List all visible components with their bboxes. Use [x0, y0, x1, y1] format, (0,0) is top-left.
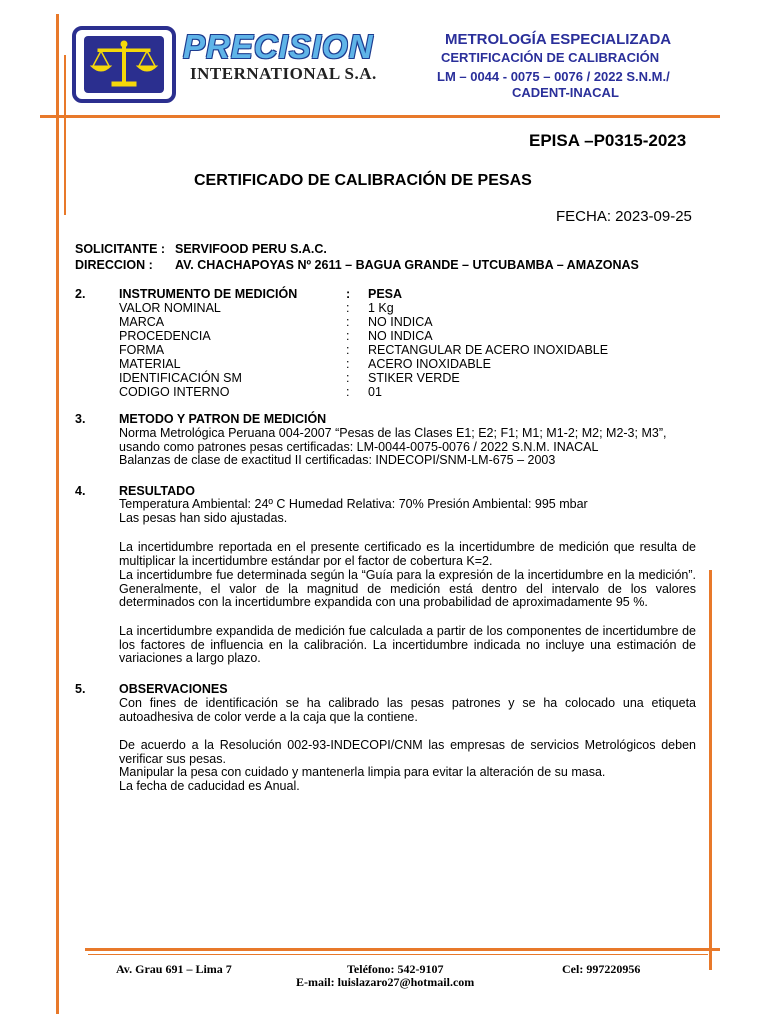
- row-value: NO INDICA: [368, 315, 433, 329]
- section-5-paragraph-3: Manipular la pesa con cuidado y mantenerla limpia para evitar la alteración de su masa.: [119, 765, 606, 779]
- section-4-paragraph-1: La incertidumbre reportada en el presente certificado es la incertidumbre de medición que resulta de multiplicar la incertidumbre estándar por el factor de cobertura K=2.: [119, 540, 696, 568]
- direccion-row: [75, 258, 639, 272]
- section-3-body: [119, 427, 696, 468]
- row-colon: :: [346, 315, 350, 329]
- row-colon: :: [346, 357, 350, 371]
- solicitante-row: [75, 242, 327, 256]
- certificate-code: EPISA –P0315-2023: [529, 131, 687, 150]
- frame-left-line: [56, 14, 59, 1014]
- section-5-paragraph-2: De acuerdo a la Resolución 002-93-INDECOPI/CNM las empresas de servicios Metrológicos deben verificar sus pesas.: [119, 738, 696, 766]
- section-3-line-3: Balanzas de clase de exactitud II certificadas: INDECOPI/SNM-LM-675 – 2003: [119, 453, 556, 468]
- direccion-label: DIRECCION :: [75, 258, 153, 272]
- frame-left-line-inner: [64, 55, 66, 215]
- row-colon: :: [346, 329, 350, 343]
- logo: [72, 26, 176, 103]
- section-4-paragraph-3: La incertidumbre expandida de medición fue calculada a partir de los componentes de incertidumbre de los factores de influencia en la calibración. La incertidumbre indicada no incluye una estimación de variaciones a largo plazo.: [119, 624, 696, 666]
- instrument-row: [119, 301, 699, 315]
- header-title-2: CERTIFICACIÓN DE CALIBRACIÓN: [441, 50, 660, 65]
- instrument-row: [119, 357, 699, 371]
- frame-top-line: [40, 115, 720, 118]
- frame-bottom-line-2: [88, 954, 708, 955]
- section-3-title: METODO Y PATRON DE MEDICIÓN: [119, 412, 327, 426]
- solicitante-value: SERVIFOOD PERU S.A.C.: [175, 242, 327, 256]
- footer-address: Av. Grau 691 – Lima 7: [116, 962, 232, 976]
- section-2-colon: :: [346, 287, 351, 301]
- row-label: MATERIAL: [119, 357, 181, 371]
- section-5-paragraph-4: La fecha de caducidad es Anual.: [119, 779, 300, 793]
- section-2-number: 2.: [75, 287, 86, 301]
- row-value: 1 Kg: [368, 301, 394, 315]
- certificate-date: FECHA: 2023-09-25: [556, 208, 692, 225]
- header-title-1: METROLOGÍA ESPECIALIZADA: [445, 31, 672, 48]
- row-label: IDENTIFICACIÓN SM: [119, 371, 242, 385]
- footer-phone: Teléfono: 542-9107: [347, 962, 444, 976]
- brand-name: PRECISION: [183, 28, 374, 65]
- section-5-number: 5.: [75, 682, 86, 696]
- section-5-title: OBSERVACIONES: [119, 682, 228, 696]
- instrument-row: [119, 315, 699, 329]
- row-label: PROCEDENCIA: [119, 329, 211, 343]
- instrument-row: [119, 371, 699, 385]
- section-5-paragraph-1: Con fines de identificación se ha calibrado las pesas patrones y se ha colocado una etiqueta autoadhesiva de color verde a la caja que la contiene.: [119, 696, 696, 724]
- section-4-line-1: Temperatura Ambiental: 24º C Humedad Relativa: 70% Presión Ambiental: 995 mbar: [119, 497, 588, 511]
- section-2-title: INSTRUMENTO DE MEDICIÓN: [119, 287, 298, 301]
- frame-bottom-line: [85, 948, 720, 951]
- section-3-number: 3.: [75, 412, 86, 426]
- direccion-value: AV. CHACHAPOYAS Nº 2611 – BAGUA GRANDE – UTCUBAMBA – AMAZONAS: [175, 258, 639, 272]
- header-title-4: CADENT-INACAL: [512, 85, 619, 100]
- instrument-row: [119, 385, 699, 399]
- frame-right-line: [709, 570, 712, 970]
- row-label: VALOR NOMINAL: [119, 301, 221, 315]
- section-4-conditions: [119, 498, 696, 525]
- footer-email: E-mail: luislazaro27@hotmail.com: [296, 975, 475, 989]
- row-value: RECTANGULAR DE ACERO INOXIDABLE: [368, 343, 609, 357]
- section-3-line-2: usando como patrones pesas certificadas: LM-0044-0075-0076 / 2022 S.N.M. INACAL: [119, 439, 599, 454]
- section-4-line-2: Las pesas han sido ajustadas.: [119, 510, 288, 525]
- row-colon: :: [346, 371, 350, 385]
- brand-subtitle: INTERNATIONAL S.A.: [190, 64, 377, 83]
- row-colon: :: [346, 385, 350, 399]
- footer-cel: Cel: 997220956: [562, 962, 641, 976]
- section-2-value: PESA: [368, 287, 403, 301]
- header-title-3: LM – 0044 - 0075 – 0076 / 2022 S.N.M./: [437, 69, 670, 84]
- row-label: CODIGO INTERNO: [119, 385, 230, 399]
- section-3-line-1: Norma Metrológica Peruana 004-2007 “Pesas de las Clases E1; E2; F1; M1; M1-2; M2; M2-3; M3”,: [119, 426, 667, 440]
- row-value: NO INDICA: [368, 329, 433, 343]
- row-value: 01: [368, 385, 382, 399]
- instrument-row: [119, 343, 699, 357]
- page-title: CERTIFICADO DE CALIBRACIÓN DE PESAS: [194, 172, 532, 189]
- solicitante-label: SOLICITANTE :: [75, 242, 166, 256]
- section-4-number: 4.: [75, 484, 86, 498]
- row-value: ACERO INOXIDABLE: [368, 357, 491, 371]
- section-4-paragraph-2: La incertidumbre fue determinada según la “Guía para la expresión de la incertidumbre en la medición”. Generalmente, el valor de la magnitud de medición está dentro del intervalo de los valores determinados con la incertidumbre expandida con una probabilidad de aproximadamente 95 %.: [119, 568, 696, 610]
- scale-icon: [84, 36, 164, 93]
- row-colon: :: [346, 301, 350, 315]
- section-4-title: RESULTADO: [119, 484, 195, 498]
- row-value: STIKER VERDE: [368, 371, 460, 385]
- row-colon: :: [346, 343, 350, 357]
- instrument-row: [119, 329, 699, 343]
- row-label: FORMA: [119, 343, 165, 357]
- row-label: MARCA: [119, 315, 165, 329]
